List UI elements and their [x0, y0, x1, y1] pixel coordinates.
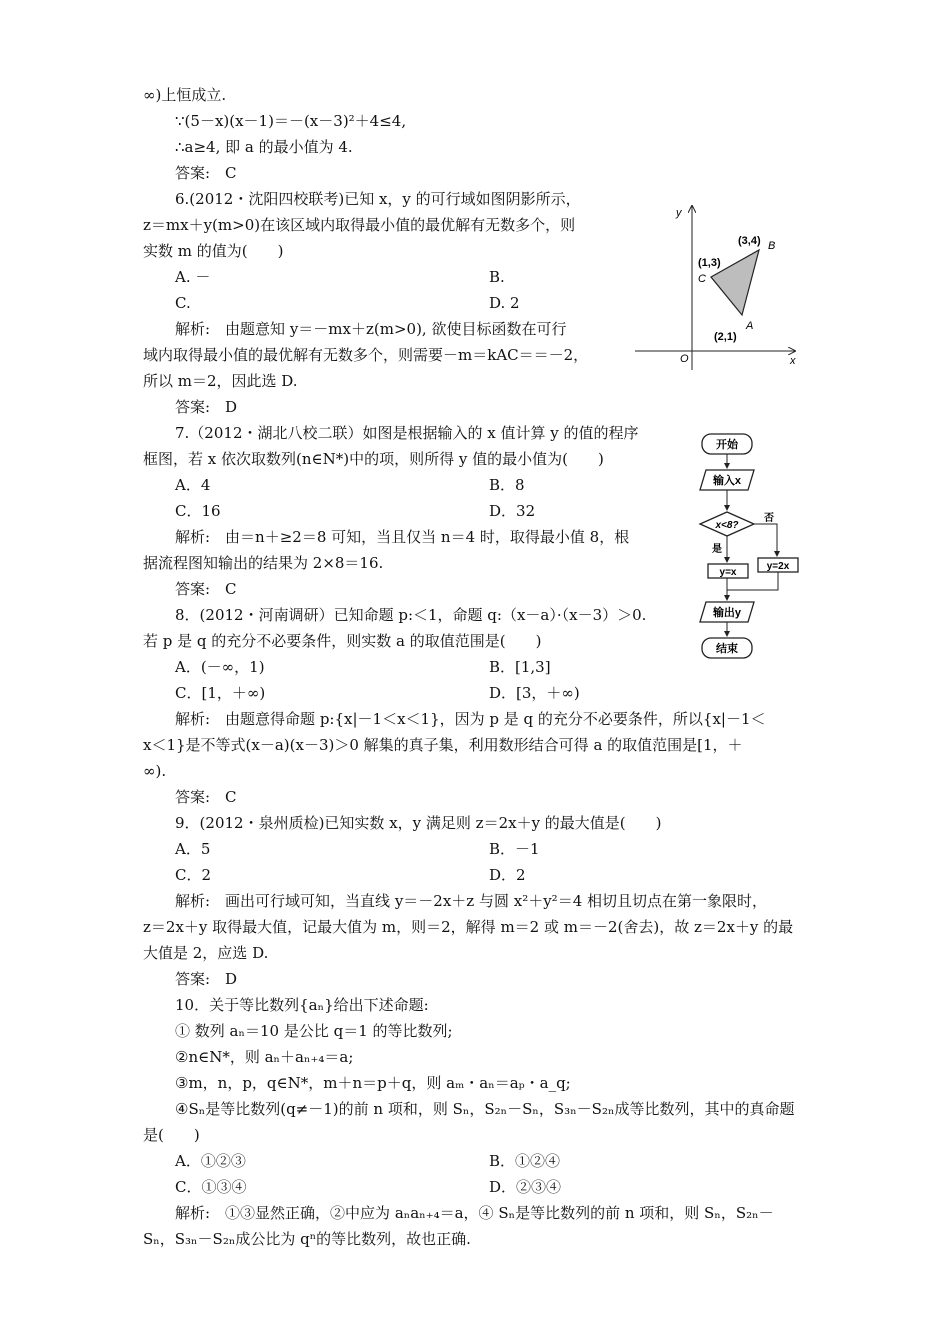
text-line: A．①②③	[175, 1152, 246, 1170]
text-line: 答案: C	[175, 580, 237, 598]
text-line: z＝2x＋y 取得最大值，记最大值为 m，则＝2，解得 m＝2 或 m＝－2(舍去)，故 z＝2x＋y 的最	[143, 918, 794, 936]
text-line: A．4	[175, 476, 211, 494]
condition-label: x<8?	[715, 520, 739, 531]
output-label: 输出y	[712, 607, 742, 619]
text-line: 答案: D	[175, 970, 238, 988]
text-line: 据流程图知输出的结果为 2×8＝16.	[143, 554, 384, 572]
text-line: ②n∈N*，则 aₙ＋aₙ₊₄＝a;	[175, 1048, 354, 1066]
text-line: ∞).	[143, 762, 167, 780]
text-line: 答案: D	[175, 398, 238, 416]
text-line: ③m，n，p，q∈N*，m＋n＝p＋q，则 aₘ・aₙ＝aₚ・a_q;	[175, 1074, 571, 1092]
text-line: C．16	[175, 502, 221, 520]
text-line: 10．关于等比数列{aₙ}给出下述命题:	[175, 996, 429, 1014]
text-line: B．8	[489, 476, 525, 494]
origin-label: O	[680, 353, 689, 365]
program-flowchart	[692, 428, 807, 663]
assign-yes-label: y=x	[719, 567, 737, 578]
point-b-coord: (3,4)	[738, 235, 761, 247]
text-line: A．(－∞，1)	[175, 658, 265, 676]
text-line: D．32	[489, 502, 536, 520]
text-line: 答案: C	[175, 788, 237, 806]
text-line: D. 2	[489, 294, 520, 312]
text-line: 8．(2012・河南调研）已知命题 p:＜1，命题 q:（x－a）·（x－3）＞0.	[175, 606, 647, 624]
text-line: x＜1}是不等式(x－a)(x－3)＞0 解集的真子集，利用数形结合可得 a 的取值范围是[1，＋	[143, 736, 743, 754]
x-axis-label: x	[790, 355, 796, 367]
text-line: C．[1，＋∞)	[175, 684, 266, 702]
text-line: ① 数列 aₙ＝10 是公比 q＝1 的等比数列;	[175, 1022, 453, 1040]
text-line: 解析: 由＝n＋≥2＝8 可知，当且仅当 n＝4 时，取得最小值 8，根	[175, 528, 630, 546]
text-line: B．－1	[489, 840, 540, 858]
start-label: 开始	[716, 439, 738, 451]
text-line: 答案: C	[175, 164, 237, 182]
text-line: 解析: 由题意得命题 p:{x|－1＜x＜1}，因为 p 是 q 的充分不必要条件，所以{x|－1＜	[175, 710, 766, 728]
point-a-label: A	[746, 320, 754, 332]
text-line: D．2	[489, 866, 526, 884]
text-line: C．2	[175, 866, 212, 884]
text-line: C.	[175, 294, 191, 312]
text-line: B．①②④	[489, 1152, 561, 1170]
text-line: ④Sₙ是等比数列(q≠－1)的前 n 项和，则 Sₙ，S₂ₙ－Sₙ，S₃ₙ－S₂ₙ成等比数列，其中的真命题	[175, 1100, 795, 1118]
text-line: 若 p 是 q 的充分不必要条件，则实数 a 的取值范围是( )	[143, 632, 542, 650]
text-line: D．②③④	[489, 1178, 562, 1196]
text-line: ∵(5－x)(x－1)＝－(x－3)²＋4≤4,	[175, 112, 407, 130]
text-line: 大值是 2，应选 D.	[143, 944, 269, 962]
point-c-coord: (1,3)	[698, 257, 721, 269]
text-line: B．[1,3]	[489, 658, 551, 676]
point-a-coord: (2,1)	[714, 331, 737, 343]
text-line: 9．(2012・泉州质检)已知实数 x，y 满足则 z＝2x＋y 的最大值是( )	[175, 814, 662, 832]
feasible-region-graph	[630, 198, 805, 378]
text-line: 是( )	[143, 1126, 200, 1144]
text-line: 解析: ①③显然正确，②中应为 aₙaₙ₊₄＝a，④ Sₙ是等比数列的前 n 项和，则 Sₙ，S₂ₙ－	[175, 1204, 774, 1222]
text-line: 框图，若 x 依次取数列(n∈N*)中的项，则所得 y 值的最小值为( )	[143, 450, 604, 468]
assign-no-label: y=2x	[766, 561, 790, 572]
yes-label: 是	[712, 544, 722, 555]
text-line: A．5	[175, 840, 211, 858]
text-line: 域内取得最小值的最优解有无数多个，则需要－m＝kAC＝＝－2，	[143, 346, 589, 364]
text-line: 所以 m＝2，因此选 D.	[143, 372, 298, 390]
text-line: ∞)上恒成立.	[143, 86, 227, 104]
text-line: B.	[489, 268, 505, 286]
end-label: 结束	[716, 643, 738, 655]
point-b-label: B	[768, 240, 776, 252]
text-line: C．①③④	[175, 1178, 247, 1196]
text-line: Sₙ，S₃ₙ－S₂ₙ成公比为 qⁿ的等比数列，故也正确.	[143, 1230, 471, 1248]
text-line: 7.（2012・湖北八校二联）如图是根据输入的 x 值计算 y 的值的程序	[175, 424, 639, 442]
text-line: 解析: 由题意知 y＝－mx＋z(m>0), 欲使目标函数在可行	[175, 320, 567, 338]
text-line: 解析: 画出可行域可知，当直线 y＝－2x＋z 与圆 x²＋y²＝4 相切且切点在第一象限时，	[175, 892, 768, 910]
text-line: 6.(2012・沈阳四校联考)已知 x，y 的可行域如图阴影所示，	[175, 190, 581, 208]
text-line: A. －	[175, 268, 211, 286]
no-label: 否	[764, 513, 774, 524]
text-line: 实数 m 的值为( )	[143, 242, 284, 260]
y-axis-label: y	[676, 207, 682, 219]
text-line: ∴a≥4, 即 a 的最小值为 4.	[175, 138, 353, 156]
text-line: D．[3，＋∞)	[489, 684, 580, 702]
input-label: 输入x	[712, 475, 742, 487]
point-c-label: C	[698, 273, 706, 285]
text-line: z＝mx＋y(m>0)在该区域内取得最小值的最优解有无数多个，则	[143, 216, 576, 234]
